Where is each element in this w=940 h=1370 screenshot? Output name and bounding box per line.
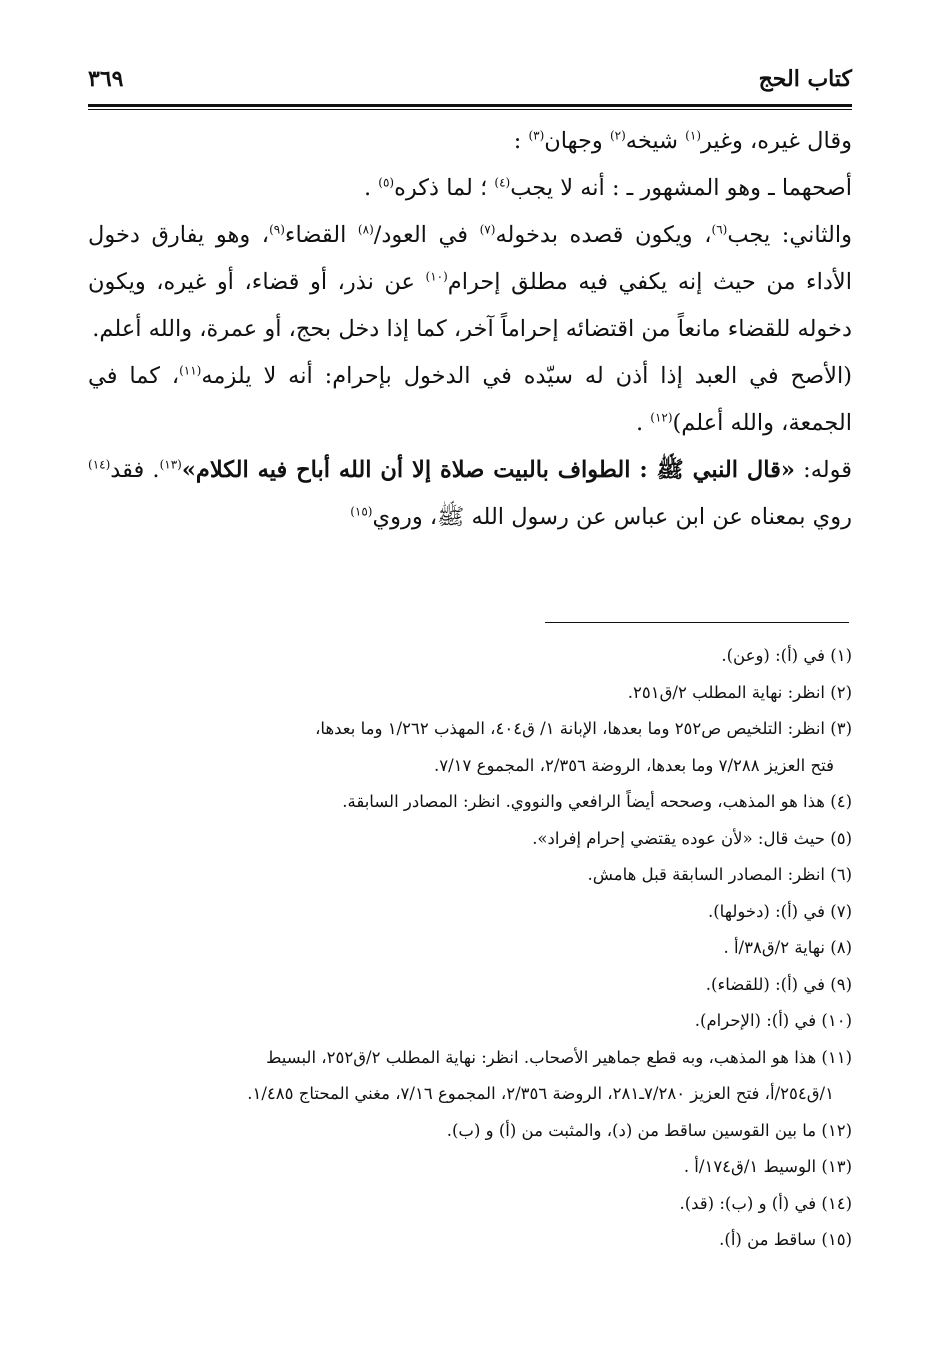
footnote-10: (١٠) في (أ): (الإحرام). xyxy=(694,1011,852,1030)
paragraph-4 xyxy=(88,353,852,447)
hadith-quote: «قال النبي ﷺ : الطواف بالبيت صلاة إلا أن الله أباح فيه الكلام» xyxy=(181,457,795,483)
footnote-11-continued: ١/ق٢٥٤/أ، فتح العزيز ٧/٢٨٠ـ٢٨١، الروضة ٢/٣٥٦، المجموع ٧/١٦، مغني المحتاج ١/٤٨٥. xyxy=(247,1084,834,1103)
text-run: ، كما في الجمعة، والله أعلم) xyxy=(88,363,852,436)
footnote-8: (٨) نهاية ٢/ق٣٨/أ . xyxy=(723,938,852,957)
text-run: (الأصح في العبد إذا أذن له سيّده في الدخول بإحرام: أنه لا يلزمه xyxy=(201,363,852,389)
text-run: أصحهما ـ وهو المشهور ـ : أنه لا يجب xyxy=(510,175,852,201)
footnote-ref[interactable]: (١٥) xyxy=(350,504,373,519)
footnote-ref[interactable]: (٩) xyxy=(269,222,285,237)
text-run: القضاء xyxy=(284,222,358,248)
footnote-3-continued: فتح العزيز ٧/٢٨٨ وما بعدها، الروضة ٢/٣٥٦، المجموع ٧/١٧. xyxy=(434,755,834,775)
text-run: ؛ لما ذكره xyxy=(394,175,495,201)
footnote-ref[interactable]: (١) xyxy=(685,128,701,143)
footnote-ref[interactable]: (٧) xyxy=(479,222,496,237)
text-run: والثاني: يجب xyxy=(727,222,853,248)
text-run: ، وهو يفارق دخول الأداء من حيث إنه يكفي فيه مطلق إحرام xyxy=(88,222,852,295)
footnote-5: (٥) حيث قال: «لأن عوده يقتضي إحرام إفراد». xyxy=(532,828,852,848)
paragraph-2 xyxy=(88,165,852,212)
text-run: عن نذر، أو قضاء، أو غيره، ويكون دخوله للقضاء مانعاً من اقتضائه إحراماً آخر، كما إذا دخل بحج، أو عمرة، والله أعلم. xyxy=(88,269,852,342)
footnote-ref[interactable]: (٦) xyxy=(711,222,728,237)
header-rule-thick xyxy=(88,104,852,107)
footnote-ref[interactable]: (٣) xyxy=(528,128,545,143)
text-run: : xyxy=(513,128,529,154)
footnote-ref[interactable]: (١١) xyxy=(179,363,202,378)
page-header xyxy=(88,62,852,102)
paragraph-1 xyxy=(88,118,852,165)
text-run: وجهان xyxy=(544,128,610,154)
paragraph-3 xyxy=(88,212,852,353)
footnote-9: (٩) في (أ): (للقضاء). xyxy=(705,974,852,994)
text-run: روي بمعناه عن ابن عباس عن رسول الله ﷺ، وروي xyxy=(372,504,852,530)
paragraph-5 xyxy=(88,447,852,541)
running-title: كتاب الحج xyxy=(758,66,852,92)
text-run: . فقد xyxy=(110,457,160,483)
text-run: . xyxy=(363,175,379,201)
text-run: . xyxy=(635,410,651,436)
footnote-ref[interactable]: (٨) xyxy=(357,222,374,237)
footnote-ref[interactable]: (١٠) xyxy=(425,269,448,284)
footnote-15: (١٥) ساقط من (أ). xyxy=(719,1230,852,1249)
footnote-ref[interactable]: (٢) xyxy=(609,128,626,143)
text-run: في العود/ xyxy=(373,222,480,248)
footnote-ref[interactable]: (٤) xyxy=(494,175,511,190)
footnotes xyxy=(88,638,852,1259)
footnote-ref[interactable]: (١٢) xyxy=(650,410,673,425)
footnote-11: (١١) هذا هو المذهب، وبه قطع جماهير الأصحاب. انظر: نهاية المطلب ٢/ق٢٥٢، البسيط xyxy=(266,1047,852,1067)
footnote-6: (٦) انظر: المصادر السابقة قبل هامش. xyxy=(587,865,852,884)
main-text xyxy=(88,118,852,541)
text-run: قوله: xyxy=(794,457,852,483)
footnote-ref[interactable]: (١٣) xyxy=(159,457,182,472)
footnote-ref[interactable]: (١٤) xyxy=(88,457,111,472)
footnote-4: (٤) هذا هو المذهب، وصححه أيضاً الرافعي والنووي. انظر: المصادر السابقة. xyxy=(342,792,852,811)
footnote-14: (١٤) في (أ) و (ب): (قد). xyxy=(679,1193,852,1213)
footnote-ref[interactable]: (٥) xyxy=(378,175,395,190)
footnote-12: (١٢) ما بين القوسين ساقط من (د)، والمثبت من (أ) و (ب). xyxy=(446,1120,852,1140)
page-number: ٣٦٩ xyxy=(88,66,124,92)
footnote-3: (٣) انظر: التلخيص ص٢٥٢ وما بعدها، الإبانة ١/ ق٤٠٤، المهذب ١/٢٦٢ وما بعدها، xyxy=(315,719,852,738)
footnote-separator xyxy=(545,622,849,623)
footnote-1: (١) في (أ): (وعن). xyxy=(721,646,852,665)
text-run: وقال غيره، وغير xyxy=(701,128,852,154)
footnote-2: (٢) انظر: نهاية المطلب ٢/ق٢٥١. xyxy=(627,682,852,702)
text-run: شيخه xyxy=(625,128,686,154)
text-run: ، ويكون قصده بدخوله xyxy=(495,222,712,248)
footnote-7: (٧) في (أ): (دخولها). xyxy=(708,901,852,921)
footnote-13: (١٣) الوسيط ١/ق١٧٤/أ . xyxy=(683,1157,852,1176)
header-rule-thin xyxy=(88,109,852,110)
